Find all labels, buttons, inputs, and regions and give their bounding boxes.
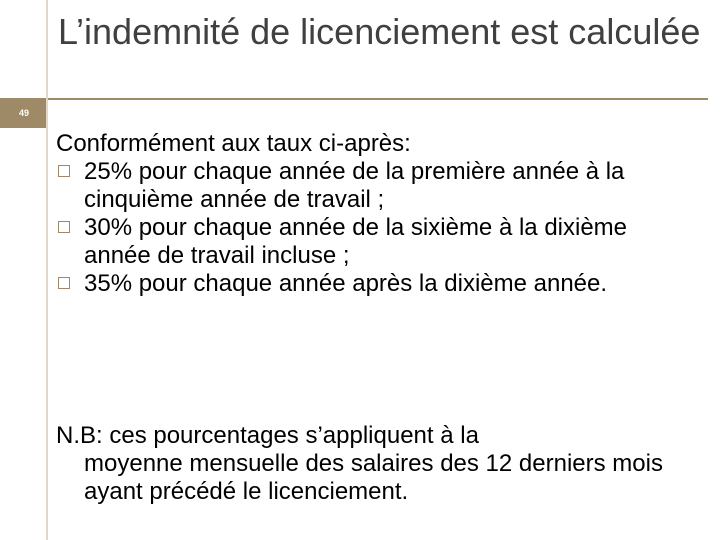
slide-title: L’indemnité de licenciement est calculée bbox=[58, 11, 701, 52]
square-bullet-icon bbox=[58, 221, 70, 233]
sidebar-lower bbox=[0, 128, 48, 540]
bullet-item bbox=[56, 214, 696, 270]
slide-number: 49 bbox=[18, 108, 29, 118]
left-sidebar bbox=[0, 0, 48, 540]
sidebar-upper bbox=[0, 0, 48, 98]
intro-text: Conformément aux taux ci-après: bbox=[56, 130, 411, 157]
note-first-line: N.B: ces pourcentages s’appliquent à la bbox=[56, 422, 479, 449]
slide-number-badge bbox=[0, 98, 48, 128]
square-bullet-icon bbox=[58, 165, 70, 177]
bullet-text: 35% pour chaque année après la dixième année. bbox=[84, 270, 608, 297]
vertical-divider bbox=[46, 0, 48, 540]
bullet-text: 30% pour chaque année de la sixième à la dixième année de travail incluse ; bbox=[84, 214, 628, 269]
bullet-list bbox=[56, 158, 696, 298]
square-bullet-icon bbox=[58, 277, 70, 289]
bullet-item bbox=[56, 158, 696, 214]
note-text bbox=[56, 422, 696, 506]
slide-content bbox=[56, 130, 696, 298]
note-continuation: moyenne mensuelle des salaires des 12 derniers mois ayant précédé le licenciement. bbox=[84, 450, 663, 505]
bullet-text: 25% pour chaque année de la première année à la cinquième année de travail ; bbox=[84, 158, 625, 213]
bullet-item bbox=[56, 270, 696, 298]
title-underline bbox=[48, 98, 708, 100]
